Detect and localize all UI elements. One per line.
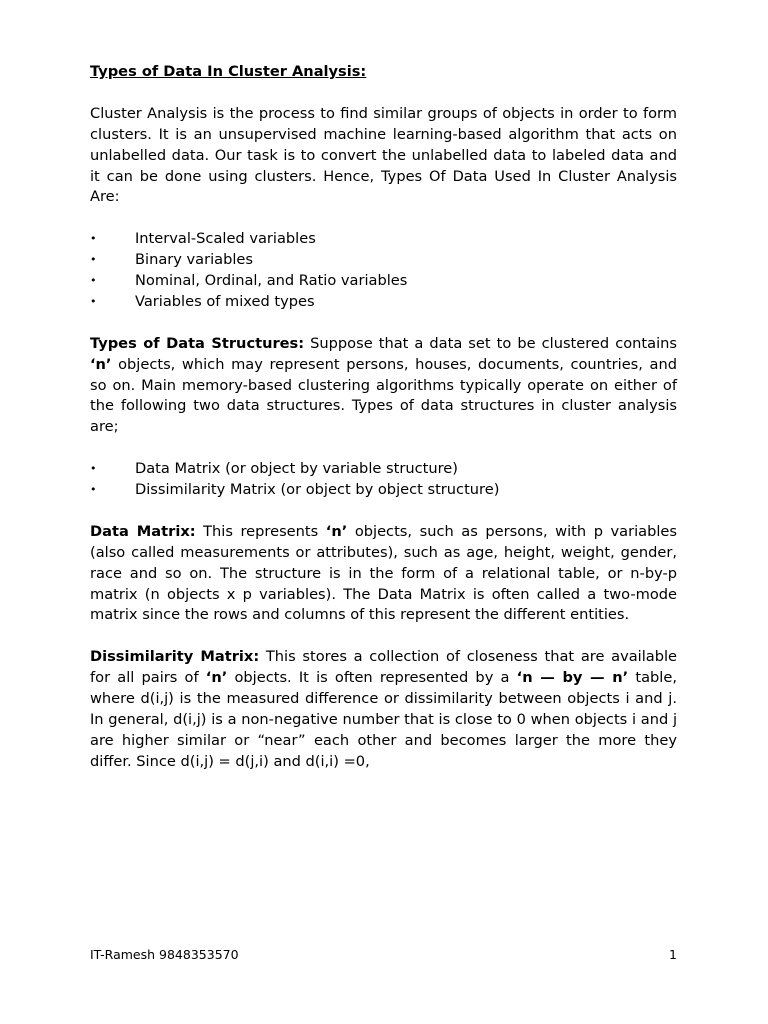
list-item: • Nominal, Ordinal, and Ratio variables (90, 271, 677, 292)
bullet-icon: • (90, 253, 97, 267)
list-item: • Variables of mixed types (90, 292, 677, 313)
structure-types-list (90, 459, 677, 501)
data-matrix-heading: Data Matrix: (90, 522, 196, 540)
n-term: ‘n’ (325, 522, 348, 540)
n-by-n-term: ‘n — by — n’ (516, 669, 629, 687)
footer-author: IT-Ramesh 9848353570 (90, 947, 239, 962)
dissimilarity-matrix-paragraph: Dissimilarity Matrix: This stores a collection of closeness that are available for all pairs of ‘n’ objects. It is often represented by a ‘n — by — n’ table, where d(i,j) is the measured difference or dissimilarity between objects i and j. In general, d(i,j) is a non-negative number that is close to 0 when objects i and j are higher similar or “near” each other and becomes larger the more they differ. Since d(i,j) = d(j,i) and d(i,i) =0, (90, 648, 677, 770)
list-item: • Dissimilarity Matrix (or object by object structure) (90, 480, 677, 501)
dissimilarity-matrix-heading: Dissimilarity Matrix: (90, 648, 260, 666)
bullet-icon: • (90, 462, 97, 476)
data-structures-heading: Types of Data Structures: (90, 334, 305, 352)
n-term: ‘n’ (205, 669, 228, 687)
data-types-list (90, 229, 677, 313)
bullet-icon: • (90, 483, 97, 497)
list-item: • Interval-Scaled variables (90, 229, 677, 250)
n-term: ‘n’ (90, 355, 112, 373)
bullet-icon: • (90, 294, 97, 308)
intro-paragraph: Cluster Analysis is the process to find similar groups of objects in order to form clusters. It is an unsupervised machine learning-based algorithm that acts on unlabelled data. Our task is to convert the unlabelled data to labeled data and it can be done using clusters. Hence, Types Of Data Used In Cluster Analysis Are: (90, 104, 677, 206)
page-number: 1 (669, 947, 677, 962)
document-page (90, 62, 677, 794)
bullet-icon: • (90, 274, 97, 288)
bullet-icon: • (90, 232, 97, 246)
list-item: • Binary variables (90, 250, 677, 271)
list-item: • Data Matrix (or object by variable structure) (90, 459, 677, 480)
data-structures-paragraph: Types of Data Structures: Suppose that a data set to be clustered contains ‘n’ objects, which may represent persons, houses, documents, countries, and so on. Main memory-based clustering algorithms typically operate on either of the following two data structures. Types of data structures in cluster analysis are; (90, 334, 677, 436)
data-matrix-paragraph: Data Matrix: This represents ‘n’ objects, such as persons, with p variables (also called measurements or attributes), such as age, height, weight, gender, race and so on. The structure is in the form of a relational table, or n-by-p matrix (n objects x p variables). The Data Matrix is often called a two-mode matrix since the rows and columns of this represent the different entities. (90, 522, 677, 624)
document-title: Types of Data In Cluster Analysis: (90, 63, 367, 80)
